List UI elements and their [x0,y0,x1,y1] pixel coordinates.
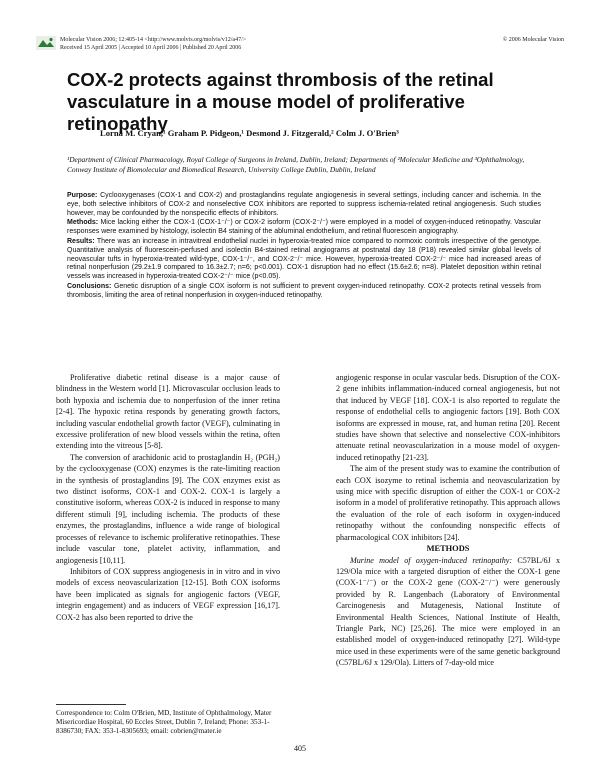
methods-text-body: C57BL/6J x 129/Ola mice with a targeted disruption of either the COX-1 gene (COX-1⁻/⁻) or the COX-2 gene (COX-2⁻/⁻) were generously provided by R. Langenbach (Laboratory of Environmental Carcinogenesis and Mutagenesis, National Institute of Environmental Health Sciences, National Institute of Health, Triangle Park, NC) [25,26]. The mice were employed in an established model of oxygen-induced retinopathy [27]. Wild-type mice used in these experiments were of the same genetic background (C57BL/6J x 129/Ola). Litters of 7-day-old mice [336,555,560,668]
copyright: © 2006 Molecular Vision [502,37,564,43]
abstract-results [67,238,541,282]
purpose-text: Cyclooxygenases (COX-1 and COX-2) and prostaglandins regulate angiogenesis in several settings, including cancer and ischemia. In the eye, both selective inhibitors of COX-2 and nonselective COX inhibitors are reported to suppress ischemia-related retinal angiogenesis. Such studies however, may be confounded by the nonspecific effects of inhibitors. [67,192,541,217]
abstract-purpose [67,192,541,218]
received-line: Received 15 April 2005 | Accepted 10 April 2006 | Published 20 April 2006 [60,45,242,51]
abstract-conclusions [67,283,541,301]
body-paragraph [336,555,560,669]
journal-logo-icon [36,36,56,50]
results-label: Results: [67,237,95,245]
paper-title: COX-2 protects against thrombosis of the retinal vasculature in a mouse model of proliferative retinopathy [67,69,494,134]
abstract-methods [67,219,541,237]
body-paragraph: angiogenic response in ocular vascular beds. Disruption of the COX-2 gene inhibits inflammation-induced corneal angiogenesis, but not that induced by VEGF [18]. COX-1 is also reported to regulate the response of endothelial cells to angiogenic factors [19]. Both COX isoforms are expressed in mouse, rat, and human retina [20]. Recent studies have shown that selective and nonselective COX-inhibitors attenuate retinal neovascularization in a mouse model of oxygen-induced retinopathy [21-23]. [336,373,560,462]
conclusions-label: Conclusions: [67,282,112,290]
results-text: There was an increase in intravitreal endothelial nuclei in hyperoxia-treated mice compared to normoxic controls irrespective of the genotype. Quantitative analysis of fluorescein-perfused and isolectin B4-stained retinal angiograms at postnatal day 18 (P18) revealed similar global levels of neovascular tufts in hyperoxia-treated wild-type, COX-1⁻/⁻, and COX-2⁻/⁻ mice. However, hyperoxia-treated COX-2⁻/⁻ mice had increased areas of retinal nonperfusion (29.2±1.9 compared to 16.3±2.7; n=6; p<0.001). COX-1 disruption had no effect (15.6±2.6; n=8). Platelet deposition within retinal vessels was increased in hyperoxia-treated COX-2⁻/⁻ mice (p<0.05). [67,237,541,281]
right-column [336,372,560,669]
left-column [56,372,280,623]
abstract [67,192,541,302]
methods-text: Mice lacking either the COX-1 (COX-1⁻/⁻) or COX-2 isoform (COX-2⁻/⁻) were employed in a model of oxygen-induced retinopathy. Vascular responses were examined by histology, isolectin B4 staining of the abluminal endothelium, and retinal fluorescein angiography. [67,219,541,236]
journal-line: Molecular Vision 2006; 12:405-14 <http://www.molvis.org/molvis/v12/a47/> [60,37,247,43]
conclusions-text: Genetic disruption of a single COX isoform is not sufficient to prevent oxygen-induced retinopathy. COX-2 protects retinal vessels from thrombosis, limiting the area of retinal nonperfusion in oxygen-induced retinopathy. [67,282,541,299]
subsection-title: Murine model of oxygen-induced retinopathy: [350,555,513,565]
body-paragraph: The aim of the present study was to examine the contribution of each COX isozyme to retinal ischemia and neovascularization by using mice with specific disruption of either the COX-1 or COX-2 isoform in a model of proliferative retinopathy. This approach allows the evaluation of the role of each isoform in oxygen-induced retinopathy without the confounding nonspecific effects of pharmacological COX inhibitors [24]. [336,464,560,542]
footnote-divider [56,704,126,705]
author-list: Lorna M. Cryan,¹ Graham P. Pidgeon,¹ Desmond J. Fitzgerald,² Colm J. O'Brien³ [100,128,399,138]
body-paragraph: Proliferative diabetic retinal disease is a major cause of blindness in the Western world [1]. Microvascular occlusion leads to both hypoxia and ischemia due to nonperfusion of the inner retina [2-4]. The hypoxic retina responds by generating growth factors, including vascular endothelial growth factor (VEGF), culminating in excessive proliferation of new blood vessels within the retina, often extending into the vitreous [5-8]. [56,373,280,451]
correspondence-footnote: Correspondence to: Colm O'Brien, MD, Institute of Ophthalmology, Mater Misericordiae Hospital, 60 Eccles Street, Dublin 7, Ireland; Phone: 353-1-8386730; FAX: 353-1-8305693; email: cobrien@mater.ie [56,709,272,736]
page-number: 405 [294,744,306,753]
methods-heading: METHODS [426,544,470,554]
body-paragraph: The conversion of arachidonic acid to prostaglandin H₂ (PGH₂) by the cyclooxygenase (COX) enzymes is the rate-limiting reaction in the synthesis of prostaglandins [9]. The COX enzymes exist as two distinct isoforms, COX-1 and COX-2. COX-1 is largely a constitutive isoform, whereas COX-2 is induced in response to many different stimuli [9], including ischemia. The products of these enzymes, the prostaglandins, influence a wide range of biological processes of relevance to ischemic proliferative retinopathies. These include vascular tone, platelet activity, inflammation, and angiogenesis [10,11]. [56,452,280,565]
body-paragraph: Inhibitors of COX suppress angiogenesis in in vitro and in vivo models of excess neovascularization [12-15]. Both COX isoforms have been implicated as signals for angiogenic factors (VEGF, integrin engagement) and as inducers of VEGF expression [16,17]. COX-2 has also been reported to drive the [56,566,280,622]
purpose-label: Purpose: [67,192,98,199]
affiliations: ¹Department of Clinical Pharmacology, Royal College of Surgeons in Ireland, Dublin, Ireland; Departments of ²Molecular Medicine and ³Ophthalmology, Conway Institute of Biomolecular and Biomedical Research, University College Dublin, Dublin, Ireland [67,155,525,174]
methods-label: Methods: [67,219,99,227]
